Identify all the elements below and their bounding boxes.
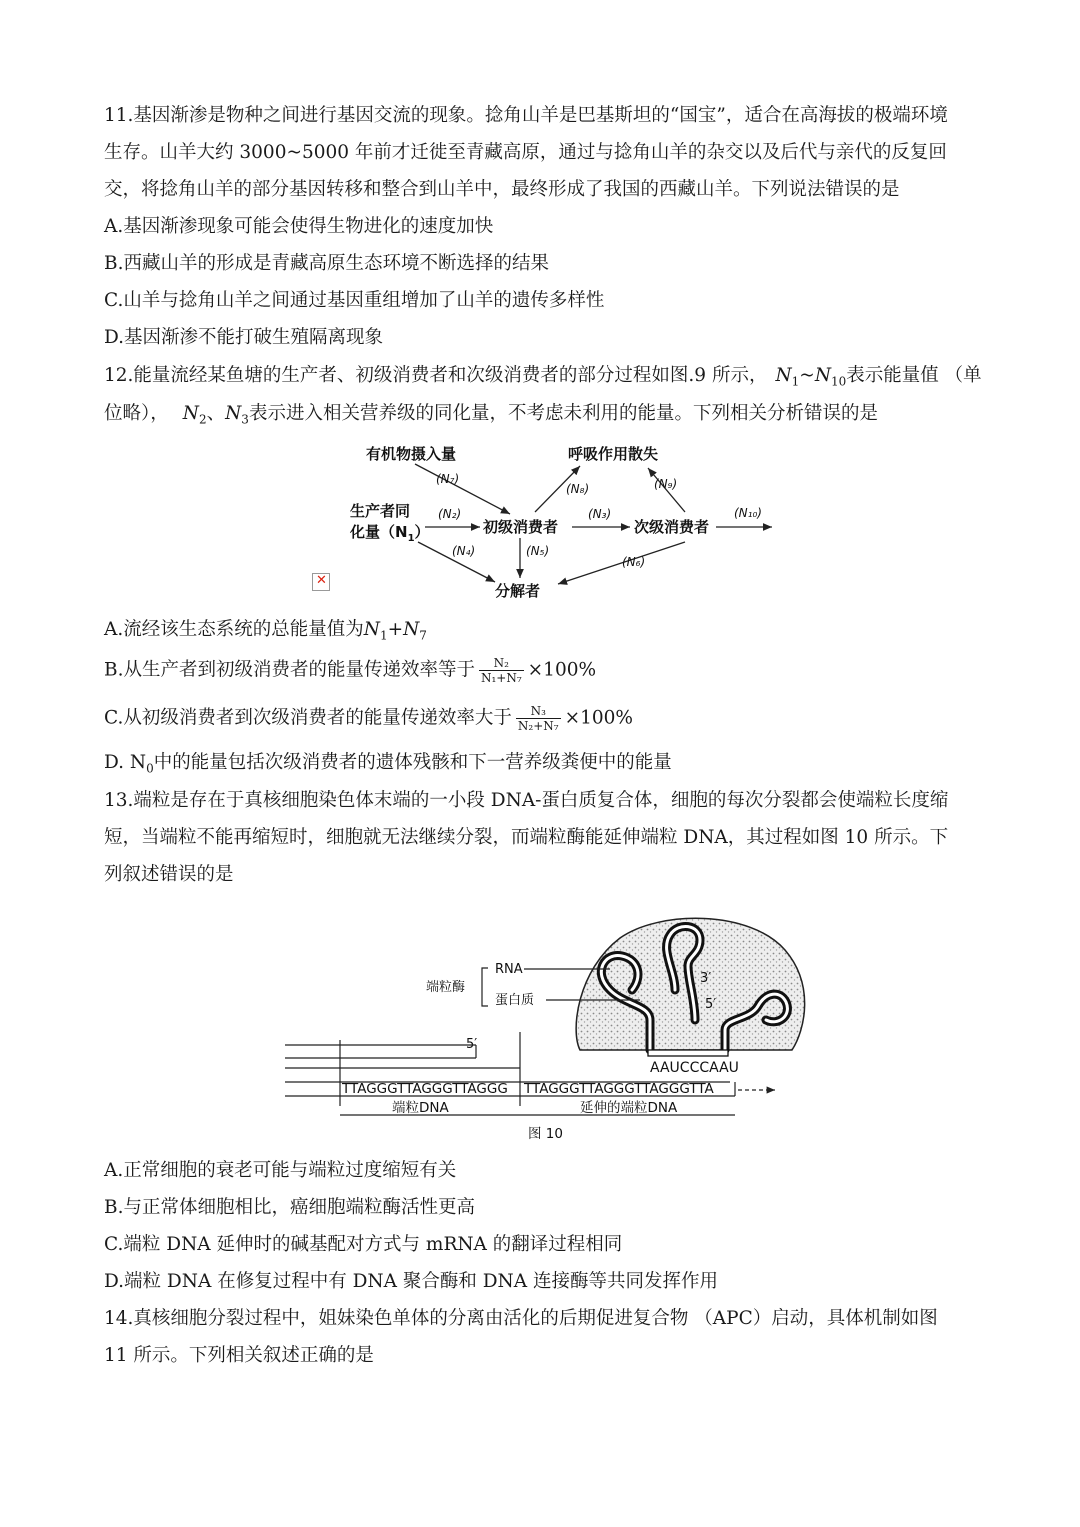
q11-option-d: D.基因渐渗不能打破生殖隔离现象 bbox=[104, 327, 384, 348]
fraction: $\frac{\text{N₂}}{\text{N₁+N₇}}$ bbox=[480, 656, 522, 685]
label-n3: (N₃) bbox=[588, 507, 612, 521]
q11-option-c: C.山羊与捻角山羊之间通过基因重组增加了山羊的遗传多样性 bbox=[104, 290, 605, 311]
q11-option-b: B.西藏山羊的形成是青藏高原生态环境不断选择的结果 bbox=[104, 253, 549, 274]
sub-7: 7 bbox=[419, 628, 427, 643]
percent-suffix: ×100% bbox=[527, 659, 597, 681]
secondary-consumer-node: 次级消费者 bbox=[634, 518, 710, 536]
var-n: N bbox=[775, 365, 792, 386]
label-n7: (N₇) bbox=[436, 472, 460, 486]
organic-intake-node: 有机物摄入量 bbox=[366, 445, 457, 463]
var-n: N bbox=[403, 619, 420, 640]
primary-consumer-node: 初级消费者 bbox=[483, 518, 559, 536]
extended-dna-label: 延伸的端粒DNA bbox=[580, 1100, 678, 1116]
q12-option-a bbox=[104, 617, 427, 649]
q12-stem-text-b: 表示能量值 （单 bbox=[846, 365, 982, 386]
q11-option-a: A.基因渐渗现象可能会使得生物进化的速度加快 bbox=[104, 216, 494, 237]
extended-dna-sequence: TTAGGGTTAGGGTTAGGGTTA bbox=[524, 1081, 714, 1097]
var-n: N bbox=[225, 403, 242, 424]
option-b-text: B.从生产者到初级消费者的能量传递效率等于 bbox=[104, 659, 475, 681]
arrow-n7 bbox=[415, 464, 510, 514]
var-n: N bbox=[182, 403, 199, 424]
broken-image-icon: ✕ bbox=[312, 573, 330, 591]
option-d-text-a: D. N bbox=[104, 752, 147, 773]
var-n: N bbox=[814, 365, 831, 386]
sub-2: 2 bbox=[198, 412, 207, 427]
q12-stem-text-c: 位略）， bbox=[104, 403, 169, 424]
q12-stem-text-d: 表示进入相关营养级的同化量，不考虑未利用的能量。下列相关分析错误的是 bbox=[248, 403, 878, 424]
q13-stem-line-1: 13.端粒是存在于真核细胞染色体末端的一小段 DNA-蛋白质复合体，细胞的每次分裂都会使端粒长度缩 bbox=[104, 790, 949, 811]
separator: 、 bbox=[206, 403, 226, 424]
three-prime-label: 3′ bbox=[700, 971, 712, 986]
q12-stem-line-2 bbox=[104, 401, 878, 433]
option-c-text: C.从初级消费者到次级消费者的能量传递效率大于 bbox=[104, 707, 512, 729]
q13-option-b: B.与正常体细胞相比，癌细胞端粒酶活性更高 bbox=[104, 1197, 475, 1218]
q12-option-c bbox=[104, 704, 633, 733]
label-n4: (N₄) bbox=[452, 544, 476, 558]
five-prime-strand-label: 5′ bbox=[466, 1037, 478, 1052]
telomerase-label: 端粒酶 bbox=[426, 980, 466, 995]
label-n10: (N₁₀) bbox=[734, 506, 762, 520]
q11-stem-line-3: 交，将捻角山羊的部分基因转移和整合到山羊中，最终形成了我国的西藏山羊。下列说法错误的是 bbox=[104, 179, 900, 200]
sub-1: 1 bbox=[791, 374, 800, 389]
percent-suffix: ×100% bbox=[564, 707, 633, 729]
sub-10: 10 bbox=[831, 374, 847, 389]
plus: + bbox=[387, 619, 404, 640]
q11-stem-line-2: 生存。山羊大约 3000~5000 年前才迁徙至青藏高原，通过与捻角山羊的杂交以及后代与亲代的反复回 bbox=[104, 142, 947, 163]
q12-stem-line-1 bbox=[104, 363, 982, 395]
label-n6: (N₆) bbox=[622, 555, 646, 569]
five-prime-label: 5′ bbox=[705, 997, 717, 1012]
decomposer-node: 分解者 bbox=[495, 582, 541, 600]
rna-label: RNA bbox=[495, 962, 523, 977]
option-a-text: A.流经该生态系统的总能量值为 bbox=[104, 619, 364, 640]
respiration-node: 呼吸作用散失 bbox=[568, 445, 659, 463]
q13-option-a: A.正常细胞的衰老可能与端粒过度缩短有关 bbox=[104, 1160, 457, 1181]
var-n: N bbox=[363, 619, 380, 640]
label-n2: (N₂) bbox=[438, 507, 462, 521]
q13-stem-line-2: 短，当端粒不能再缩短时，细胞就无法继续分裂，而端粒酶能延伸端粒 DNA，其过程如图 10 所示。下 bbox=[104, 827, 949, 848]
q11-stem-line-1: 11.基因渐渗是物种之间进行基因交流的现象。捻角山羊是巴基斯坦的“国宝”，适合在高海拔的极端环境 bbox=[104, 105, 948, 126]
telomere-dna-label: 端粒DNA bbox=[392, 1100, 449, 1116]
protein-label: 蛋白质 bbox=[495, 993, 535, 1008]
producer-node-line2: 化量$(N_1)$ bbox=[350, 523, 430, 544]
q14-stem-line-1: 14.真核细胞分裂过程中，姐妹染色单体的分离由活化的后期促进复合物 （APC）启动，具体机制如图 bbox=[104, 1308, 938, 1329]
q13-stem-line-3: 列叙述错误的是 bbox=[104, 864, 234, 885]
telomere-dna-sequence: TTAGGGTTAGGGTTAGGG bbox=[342, 1081, 508, 1097]
sub-3: 3 bbox=[241, 412, 249, 427]
label-n5: (N₅) bbox=[526, 544, 550, 558]
energy-flow-diagram bbox=[330, 438, 790, 608]
sub-1: 1 bbox=[379, 628, 388, 643]
q14-stem-line-2: 11 所示。下列相关叙述正确的是 bbox=[104, 1345, 374, 1366]
rna-template-bar bbox=[648, 1050, 728, 1056]
q13-option-d: D.端粒 DNA 在修复过程中有 DNA 聚合酶和 DNA 连接酶等共同发挥作用 bbox=[104, 1271, 718, 1292]
q12-option-b bbox=[104, 656, 596, 685]
q12-option-d bbox=[104, 750, 672, 782]
label-n8: (N₈) bbox=[566, 482, 590, 496]
q13-option-c: C.端粒 DNA 延伸时的碱基配对方式与 mRNA 的翻译过程相同 bbox=[104, 1234, 623, 1255]
producer-node-line1: 生产者同 bbox=[350, 502, 411, 520]
sub-0: 0 bbox=[146, 761, 154, 776]
figure-10-caption: 图 10 bbox=[528, 1126, 563, 1142]
label-n9: (N₉) bbox=[654, 477, 678, 491]
telomerase-figure bbox=[280, 910, 810, 1150]
tilde: ~ bbox=[799, 365, 815, 386]
q12-stem-text-a: 12.能量流经某鱼塘的生产者、初级消费者和次级消费者的部分过程如图.9 所示， bbox=[104, 365, 768, 386]
fraction: $\frac{\text{N₃}}{\text{N₂+N₇}}$ bbox=[517, 704, 559, 733]
option-d-text-b: 中的能量包括次级消费者的遗体残骸和下一营养级粪便中的能量 bbox=[153, 752, 672, 773]
rna-template-sequence: AAUCCCAAU bbox=[650, 1060, 739, 1076]
